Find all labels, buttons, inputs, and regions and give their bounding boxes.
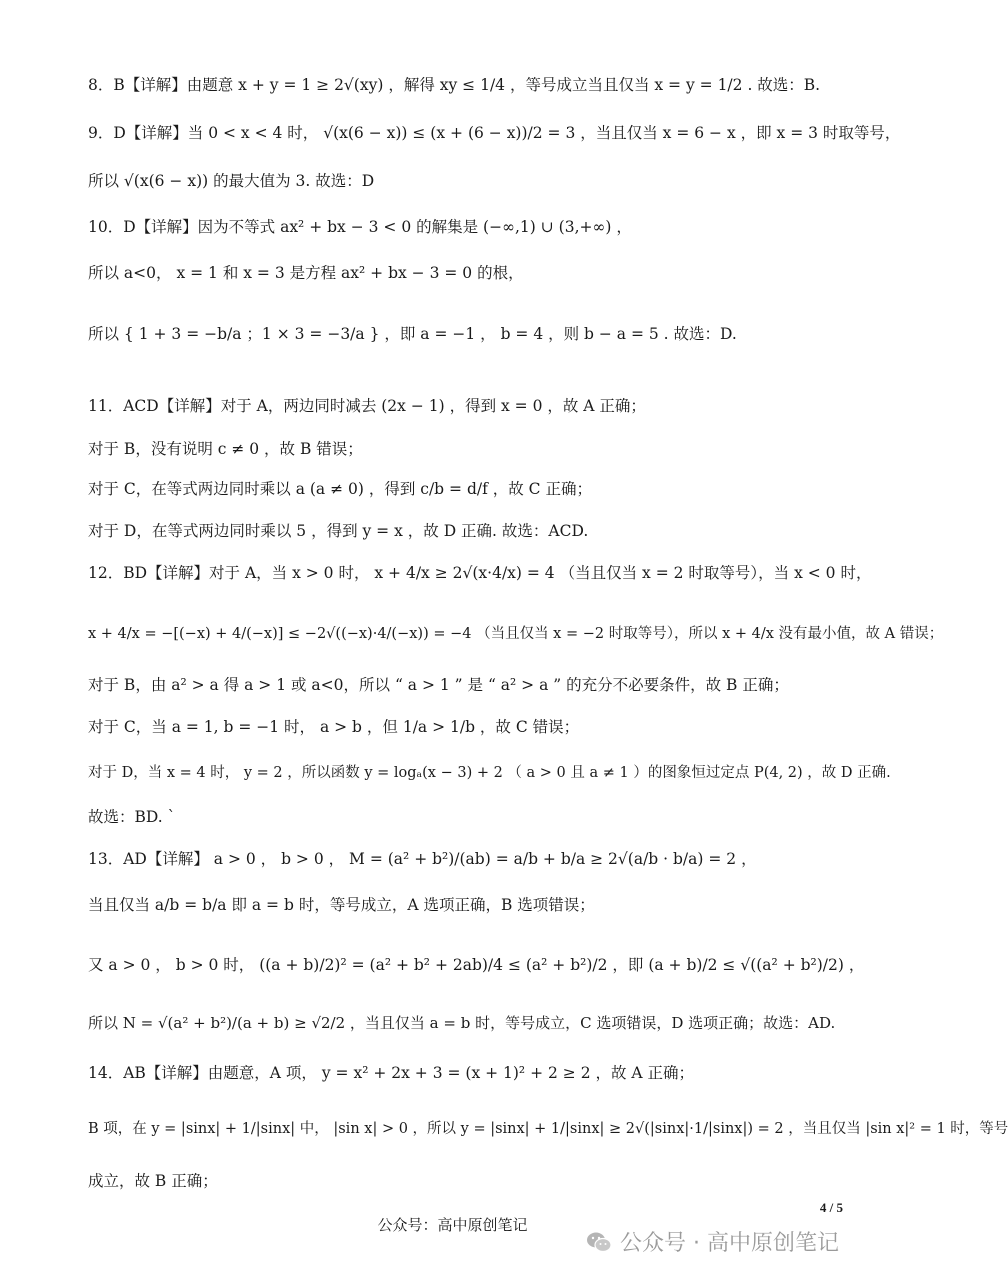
- answer-10-system: 所以 { 1 + 3 = −b/a ；1 × 3 = −3/a } ，即 a = −1 ， b = 4 ，则 b − a = 5 . 故选：D.: [88, 325, 737, 343]
- page-number: 4 / 5: [819, 1200, 843, 1215]
- answer-9: 9．D【详解】当 0 < x < 4 时， √(x(6 − x)) ≤ (x + (6 − x))/2 = 3 ，当且仅当 x = 6 − x ，即 x = 3 时取等号，: [88, 124, 901, 142]
- answer-8: 8．B【详解】由题意 x + y = 1 ≥ 2√(xy) ，解得 xy ≤ 1/4 ，等号成立当且仅当 x = y = 1/2 . 故选：B.: [88, 76, 821, 94]
- answer-13-cont3: 所以 N = √(a² + b²)/(a + b) ≥ √2/2 ，当且仅当 a = b 时，等号成立，C 选项错误，D 选项正确；故选：AD.: [88, 1014, 836, 1032]
- answer-11-d: 对于 D，在等式两边同时乘以 5 ，得到 y = x ，故 D 正确. 故选：ACD.: [88, 522, 589, 540]
- answer-10-cont1: 所以 a<0， x = 1 和 x = 3 是方程 ax² + bx − 3 = 0 的根，: [88, 264, 524, 282]
- answer-11-b: 对于 B，没有说明 c ≠ 0 ，故 B 错误；: [88, 440, 363, 458]
- answer-9-cont: 所以 √(x(6 − x)) 的最大值为 3. 故选：D: [88, 172, 375, 190]
- answer-12-a-cont: x + 4/x = −[(−x) + 4/(−x)] ≤ −2√((−x)·4/(−x)) = −4 （当且仅当 x = −2 时取等号），所以 x + 4/x 没有最小值，故 A 错误；: [88, 626, 944, 642]
- answer-14-b-cont: 成立，故 B 正确；: [88, 1172, 218, 1190]
- answer-14: 14．AB【详解】由题意，A 项， y = x² + 2x + 3 = (x + 1)² + 2 ≥ 2 ，故 A 正确；: [88, 1064, 695, 1082]
- answer-14-b: B 项，在 y = |sinx| + 1/|sinx| 中， |sin x| > 0 ，所以 y = |sinx| + 1/|sinx| ≥ 2√(|sinx|·1/|sinx|) = 2 ，当且仅当 |sin x|² = 1 时，等号: [88, 1121, 1008, 1137]
- watermark-text: 公众号 · 高中原创笔记: [620, 1231, 839, 1256]
- answer-12-d: 对于 D，当 x = 4 时， y = 2 ，所以函数 y = logₐ(x − 3) + 2 （ a > 0 且 a ≠ 1 ）的图象恒过定点 P(4, 2) ，故 D 正确.: [88, 765, 891, 781]
- wechat-icon: [586, 1229, 612, 1255]
- answer-12-conclusion: 故选：BD. `: [88, 808, 176, 826]
- answer-11-c: 对于 C，在等式两边同时乘以 a (a ≠ 0) ，得到 c/b = d/f ，故 C 正确；: [88, 480, 592, 498]
- watermark: [586, 1226, 839, 1257]
- answer-12-c: 对于 C，当 a = 1, b = −1 时， a > b ，但 1/a > 1/b ，故 C 错误；: [88, 718, 580, 736]
- answer-13: 13．AD【详解】 a > 0 ， b > 0 ， M = (a² + b²)/(ab) = a/b + b/a ≥ 2√(a/b · b/a) = 2 ，: [88, 850, 757, 868]
- answer-12-b: 对于 B，由 a² > a 得 a > 1 或 a<0，所以 “ a > 1 ” 是 “ a² > a ” 的充分不必要条件，故 B 正确；: [88, 676, 789, 694]
- answer-13-cont1: 当且仅当 a/b = b/a 即 a = b 时，等号成立，A 选项正确，B 选项错误；: [88, 896, 595, 914]
- answer-10: 10．D【详解】因为不等式 ax² + bx − 3 < 0 的解集是 (−∞,1) ∪ (3,+∞) ，: [88, 218, 632, 236]
- answer-12: 12．BD【详解】对于 A，当 x > 0 时， x + 4/x ≥ 2√(x·4/x) = 4 （当且仅当 x = 2 时取等号），当 x < 0 时，: [88, 564, 872, 582]
- answer-11: 11．ACD【详解】对于 A，两边同时减去 (2x − 1) ，得到 x = 0 ，故 A 正确；: [88, 397, 646, 415]
- answer-13-cont2: 又 a > 0 ， b > 0 时， ((a + b)/2)² = (a² + b² + 2ab)/4 ≤ (a² + b²)/2 ，即 (a + b)/2 ≤ √((a² + b²)/2) ，: [88, 956, 865, 974]
- footer-account: 公众号：高中原创笔记: [377, 1216, 528, 1234]
